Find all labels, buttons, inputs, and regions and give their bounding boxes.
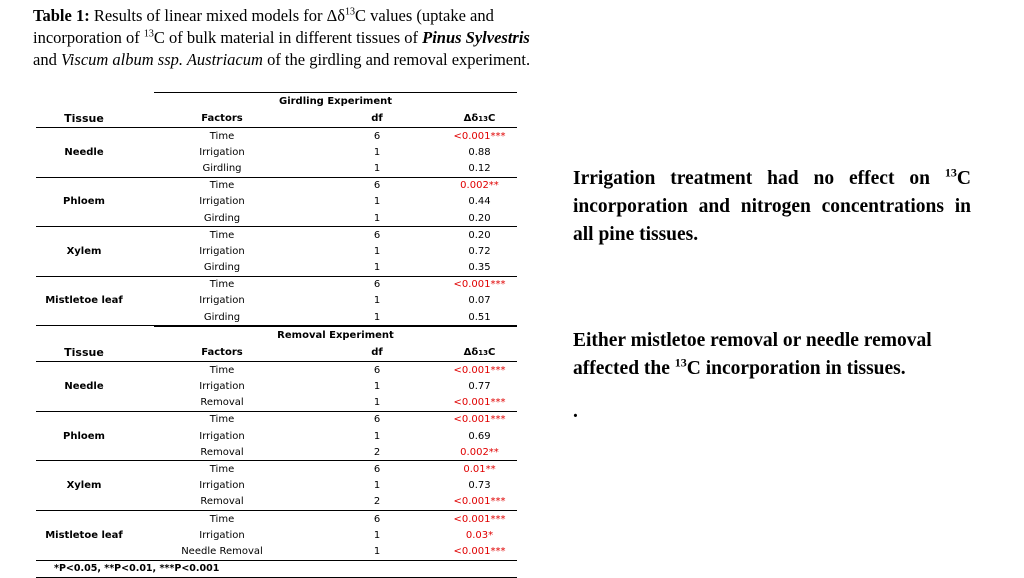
finding-text: Irrigation treatment had no effect on	[573, 168, 945, 189]
value-cell: <0.001***	[453, 414, 506, 426]
tissue-cell: Mistletoe leaf	[45, 295, 123, 307]
results-table	[36, 92, 517, 578]
factor-cell: Girding	[203, 262, 241, 274]
header-df: df	[371, 113, 383, 124]
factor-cell: Irrigation	[199, 196, 245, 208]
tissue-cell-empty	[36, 543, 132, 559]
factor-cell: Irrigation	[199, 245, 245, 257]
header-tissue: Tissue	[64, 112, 104, 125]
caption-sup: 13	[143, 28, 154, 40]
df-cell: 6	[373, 463, 381, 475]
df-cell: 1	[373, 430, 381, 442]
value-cell: <0.001***	[453, 545, 506, 557]
tissue-group	[36, 511, 517, 561]
caption-text: Results of linear mixed models for Δδ	[89, 6, 346, 25]
tissue-cell: Phloem	[63, 196, 105, 208]
value-cell: 0.20	[468, 229, 491, 241]
tissue-cell: Needle	[64, 381, 104, 393]
table-header	[36, 344, 517, 362]
value-cell: 0.88	[468, 146, 491, 158]
value-cell: <0.001***	[453, 513, 506, 525]
tissue-cell-empty	[36, 412, 132, 428]
value-cell: 0.12	[468, 162, 491, 174]
factor-cell: Irrigation	[199, 480, 245, 492]
factor-cell: Removal	[200, 397, 244, 409]
caption-species: Viscum album ssp. Austriacum	[60, 50, 263, 69]
factor-cell: Removal	[200, 446, 244, 458]
factor-cell: Time	[209, 364, 235, 376]
df-cell: 6	[373, 180, 381, 192]
experiment-title: Girdling Experiment	[154, 92, 517, 110]
value-cell: 0.51	[468, 311, 491, 323]
table-caption	[33, 5, 533, 71]
tissue-cell-empty	[36, 461, 132, 477]
tissue-cell-empty	[36, 362, 132, 378]
value-cell: 0.002**	[460, 180, 499, 192]
df-cell: 1	[373, 262, 381, 274]
caption-text: C values (uptake and incorporation of	[33, 6, 494, 47]
df-cell: 2	[373, 446, 381, 458]
value-cell: 0.77	[468, 381, 491, 393]
value-cell: 0.01**	[463, 463, 496, 475]
value-cell: 0.03*	[465, 529, 494, 541]
caption-label: Table 1:	[33, 6, 90, 25]
df-cell: 1	[373, 480, 381, 492]
finding-sup: 13	[944, 165, 957, 180]
value-cell: <0.001***	[453, 496, 506, 508]
df-cell: 1	[373, 529, 381, 541]
value-cell: 0.35	[468, 262, 491, 274]
value-cell: 0.002**	[460, 446, 499, 458]
df-cell: 1	[373, 397, 381, 409]
value-cell: 0.44	[468, 196, 491, 208]
tissue-cell: Needle	[64, 146, 104, 158]
tissue-cell-empty	[36, 494, 132, 510]
caption-text: C of bulk material in different tissues of	[153, 28, 423, 47]
factor-cell: Irrigation	[199, 381, 245, 393]
factor-cell: Irrigation	[199, 146, 245, 158]
factor-cell: Needle Removal	[181, 545, 263, 557]
df-cell: 2	[373, 496, 381, 508]
df-cell: 6	[373, 364, 381, 376]
tissue-cell: Xylem	[66, 480, 102, 492]
finding-removal	[573, 327, 971, 383]
tissue-group	[36, 277, 517, 327]
df-cell: 1	[373, 245, 381, 257]
value-cell: 0.20	[468, 212, 491, 224]
df-cell: 1	[373, 212, 381, 224]
finding-irrigation	[573, 165, 971, 249]
stray-dot: .	[573, 401, 578, 422]
factor-cell: Girding	[203, 212, 241, 224]
df-cell: 6	[373, 513, 381, 525]
tissue-group	[36, 362, 517, 412]
tissue-cell-empty	[36, 395, 132, 411]
header-df: df	[371, 347, 383, 359]
finding-text: C incorporation in tissues.	[686, 358, 906, 379]
value-cell: 0.73	[468, 480, 491, 492]
significance-footnote: *P<0.05, **P<0.01, ***P<0.001	[36, 561, 517, 578]
factor-cell: Time	[209, 180, 235, 192]
tissue-cell: Mistletoe leaf	[45, 529, 123, 541]
factor-cell: Time	[209, 463, 235, 475]
value-cell: 0.72	[468, 245, 491, 257]
tissue-group	[36, 128, 517, 178]
tissue-cell-empty	[36, 227, 132, 243]
df-cell: 6	[373, 414, 381, 426]
value-cell: <0.001***	[453, 397, 506, 409]
tissue-group	[36, 227, 517, 277]
factor-cell: Removal	[200, 496, 244, 508]
factor-cell: Girding	[203, 311, 241, 323]
value-cell: <0.001***	[453, 279, 506, 291]
caption-text: and	[33, 50, 61, 69]
df-cell: 1	[373, 196, 381, 208]
header-delta-suffix: C	[488, 113, 496, 124]
header-delta-prefix: Δδ	[463, 347, 479, 359]
header-delta: Δδ 13 C	[463, 113, 496, 124]
caption-sup: 13	[345, 6, 356, 18]
df-cell: 6	[373, 130, 381, 142]
tissue-cell-empty	[36, 178, 132, 194]
tissue-cell: Phloem	[63, 430, 105, 442]
value-cell: <0.001***	[453, 364, 506, 376]
factor-cell: Time	[209, 130, 235, 142]
tissue-cell-empty	[36, 511, 132, 527]
df-cell: 1	[373, 162, 381, 174]
header-factors: Factors	[201, 347, 243, 359]
tissue-cell-empty	[36, 277, 132, 293]
tissue-cell-empty	[36, 210, 132, 226]
value-cell: 0.69	[468, 430, 491, 442]
factor-cell: Irrigation	[199, 529, 245, 541]
df-cell: 1	[373, 545, 381, 557]
factor-cell: Girdling	[202, 162, 242, 174]
caption-species: Pinus Sylvestris	[422, 28, 530, 47]
caption-text: of the girdling and removal experiment.	[262, 50, 531, 69]
finding-text: Either mistletoe removal or needle removal affected the	[573, 330, 932, 379]
factor-cell: Time	[209, 229, 235, 241]
tissue-cell-empty	[36, 160, 132, 176]
df-cell: 1	[373, 146, 381, 158]
df-cell: 6	[373, 229, 381, 241]
df-cell: 1	[373, 295, 381, 307]
experiment-title: Removal Experiment	[154, 326, 517, 344]
finding-text: C incorporation and nitrogen concentrations in all pine tissues.	[573, 168, 971, 245]
tissue-group	[36, 178, 517, 228]
df-cell: 1	[373, 381, 381, 393]
header-delta-prefix: Δδ	[463, 113, 479, 124]
tissue-cell-empty	[36, 444, 132, 460]
header-factors: Factors	[201, 113, 243, 124]
tissue-cell: Xylem	[66, 245, 102, 257]
df-cell: 6	[373, 279, 381, 291]
factor-cell: Time	[209, 513, 235, 525]
factor-cell: Time	[209, 279, 235, 291]
tissue-group	[36, 461, 517, 511]
header-tissue: Tissue	[64, 346, 104, 360]
header-delta: Δδ 13 C	[463, 347, 496, 359]
df-cell: 1	[373, 311, 381, 323]
table-header	[36, 110, 517, 128]
tissue-cell-empty	[36, 309, 132, 325]
tissue-group	[36, 412, 517, 462]
tissue-cell-empty	[36, 260, 132, 276]
tissue-cell-empty	[36, 128, 132, 144]
finding-sup: 13	[674, 355, 687, 370]
value-cell: <0.001***	[453, 130, 506, 142]
factor-cell: Irrigation	[199, 295, 245, 307]
header-delta-suffix: C	[488, 347, 496, 359]
factor-cell: Time	[209, 414, 235, 426]
factor-cell: Irrigation	[199, 430, 245, 442]
value-cell: 0.07	[468, 295, 491, 307]
